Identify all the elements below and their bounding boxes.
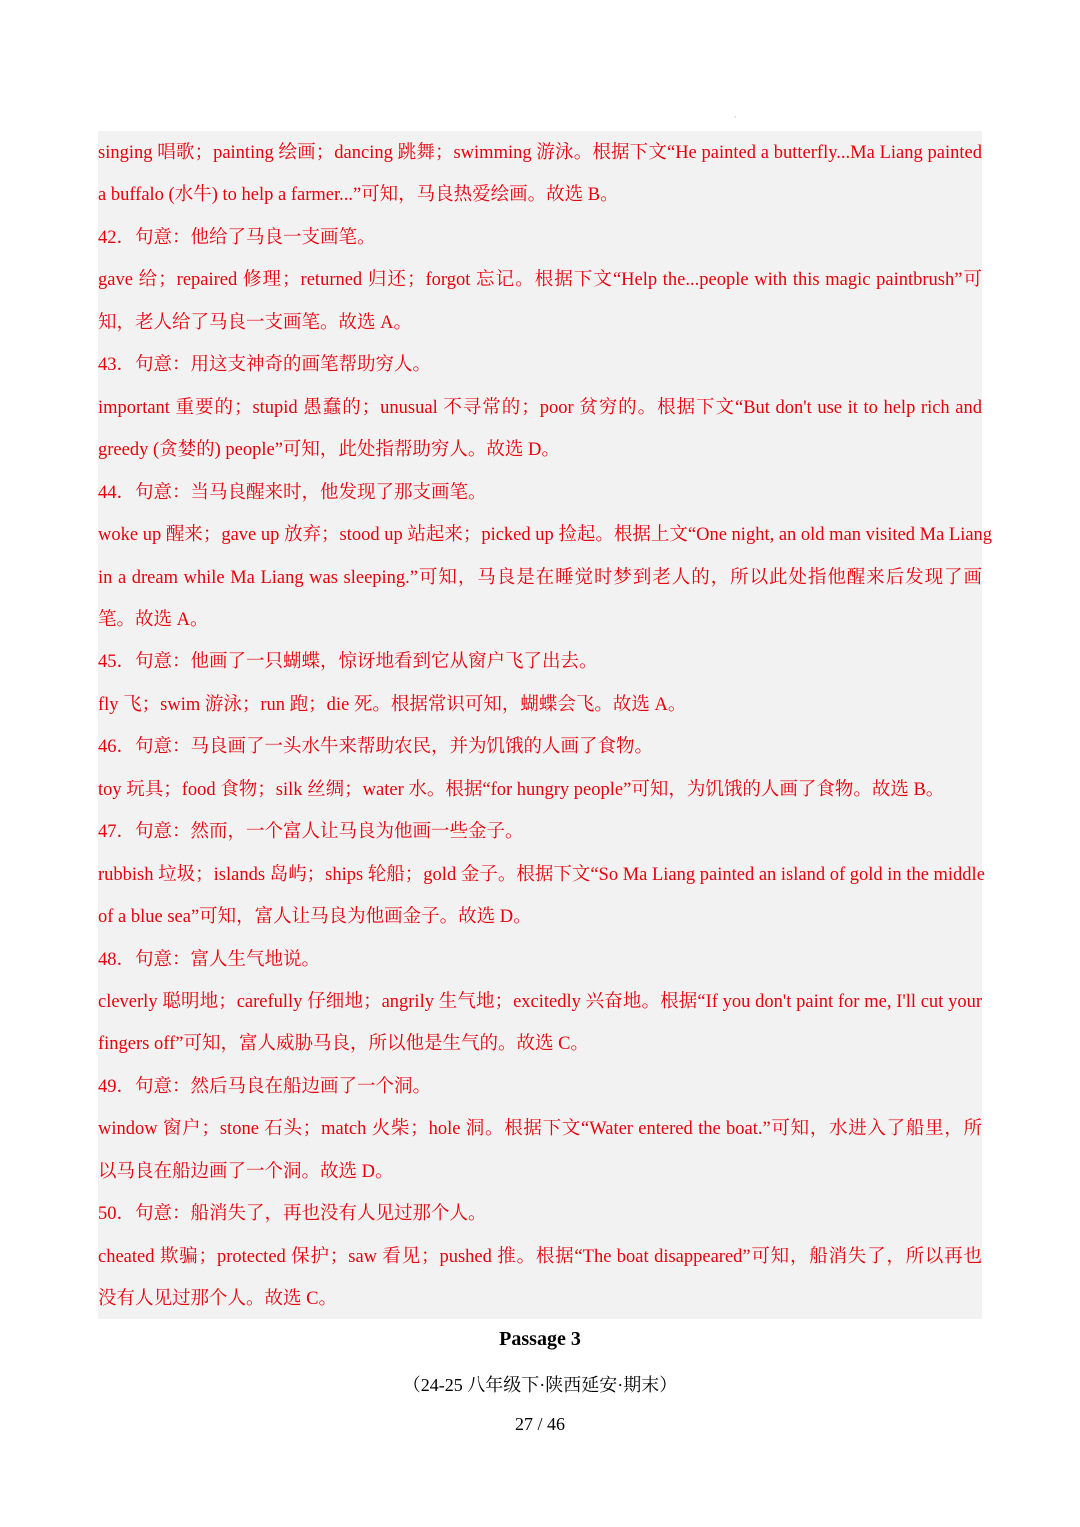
answer-line: toy 玩具；food 食物；silk 丝绸；water 水。根据“for hungry people”可知，为饥饿的人画了食物。故选 B。: [98, 779, 945, 800]
answer-line: woke up 醒来；gave up 放弃；stood up 站起来；picked up 捡起。根据上文“One night, an old man visited Ma Liang: [98, 525, 993, 546]
answer-line: 笔。故选 A。: [98, 609, 209, 630]
answer-line: gave 给；repaired 修理；returned 归还；forgot 忘记。根据下文“Help the...people with this magic paintbrush”可: [98, 270, 982, 291]
answer-line: 45．句意：他画了一只蝴蝶，惊讶地看到它从窗户飞了出去。: [98, 652, 598, 673]
answer-line: rubbish 垃圾；islands 岛屿；ships 轮船；gold 金子。根据下文“So Ma Liang painted an island of gold in the middle: [98, 864, 985, 885]
passage-source: （24-25 八年级下·陕西延安·期末）: [402, 1375, 678, 1395]
answer-line: cleverly 聪明地；carefully 仔细地；angrily 生气地；excitedly 兴奋地。根据“If you don't paint for me, I'll cut your: [98, 992, 982, 1012]
answer-line: 46．句意：马良画了一头水牛来帮助农民，并为饥饿的人画了食物。: [98, 737, 654, 758]
answer-line: in a dream while Ma Liang was sleeping.”可知，马良是在睡觉时梦到老人的，所以此处指他醒来后发现了画: [98, 567, 982, 588]
answer-line: 47．句意：然而，一个富人让马良为他画一些金子。: [98, 822, 524, 843]
answer-line: 知，老人给了马良一支画笔。故选 A。: [98, 312, 412, 333]
answer-line: important 重要的；stupid 愚蠢的；unusual 不寻常的；poor 贫穷的。根据下文“But don't use it to help rich and: [98, 397, 982, 418]
page-number: 27 / 46: [514, 1414, 565, 1434]
answer-line: window 窗户；stone 石头；match 火柴；hole 洞。根据下文“Water entered the boat.”可知，水进入了船里，所: [98, 1119, 982, 1140]
answer-line: 42．句意：他给了马良一支画笔。: [98, 227, 376, 248]
passage-title: Passage 3: [499, 1328, 581, 1350]
answer-line: 44．句意：当马良醒来时，他发现了那支画笔。: [98, 482, 487, 503]
header-dot-mark: ·: [734, 113, 737, 122]
answer-line: 50．句意：船消失了，再也没有人见过那个人。: [98, 1204, 487, 1225]
answer-line: greedy (贪婪的) people”可知，此处指帮助穷人。故选 D。: [98, 440, 560, 461]
answer-line: cheated 欺骗；protected 保护；saw 看见；pushed 推。根据“The boat disappeared”可知，船消失了，所以再也: [98, 1246, 982, 1267]
answer-line: fly 飞；swim 游泳；run 跑；die 死。根据常识可知，蝴蝶会飞。故选 A。: [98, 694, 687, 715]
answer-line: 43．句意：用这支神奇的画笔帮助穷人。: [98, 355, 432, 376]
answer-line: 49．句意：然后马良在船边画了一个洞。: [98, 1076, 432, 1097]
answer-line: 以马良在船边画了一个洞。故选 D。: [98, 1161, 394, 1182]
answer-line: fingers off”可知，富人威胁马良，所以他是生气的。故选 C。: [98, 1034, 589, 1055]
answer-line: 没有人见过那个人。故选 C。: [98, 1289, 337, 1310]
answer-line: of a blue sea”可知，富人让马良为他画金子。故选 D。: [98, 907, 532, 928]
answer-line: singing 唱歌；painting 绘画；dancing 跳舞；swimming 游泳。根据下文“He painted a butterfly...Ma Liang painted: [98, 143, 982, 163]
answer-line: a buffalo (水牛) to help a farmer...”可知，马良热爱绘画。故选 B。: [98, 185, 619, 206]
answer-line: 48．句意：富人生气地说。: [98, 949, 321, 970]
